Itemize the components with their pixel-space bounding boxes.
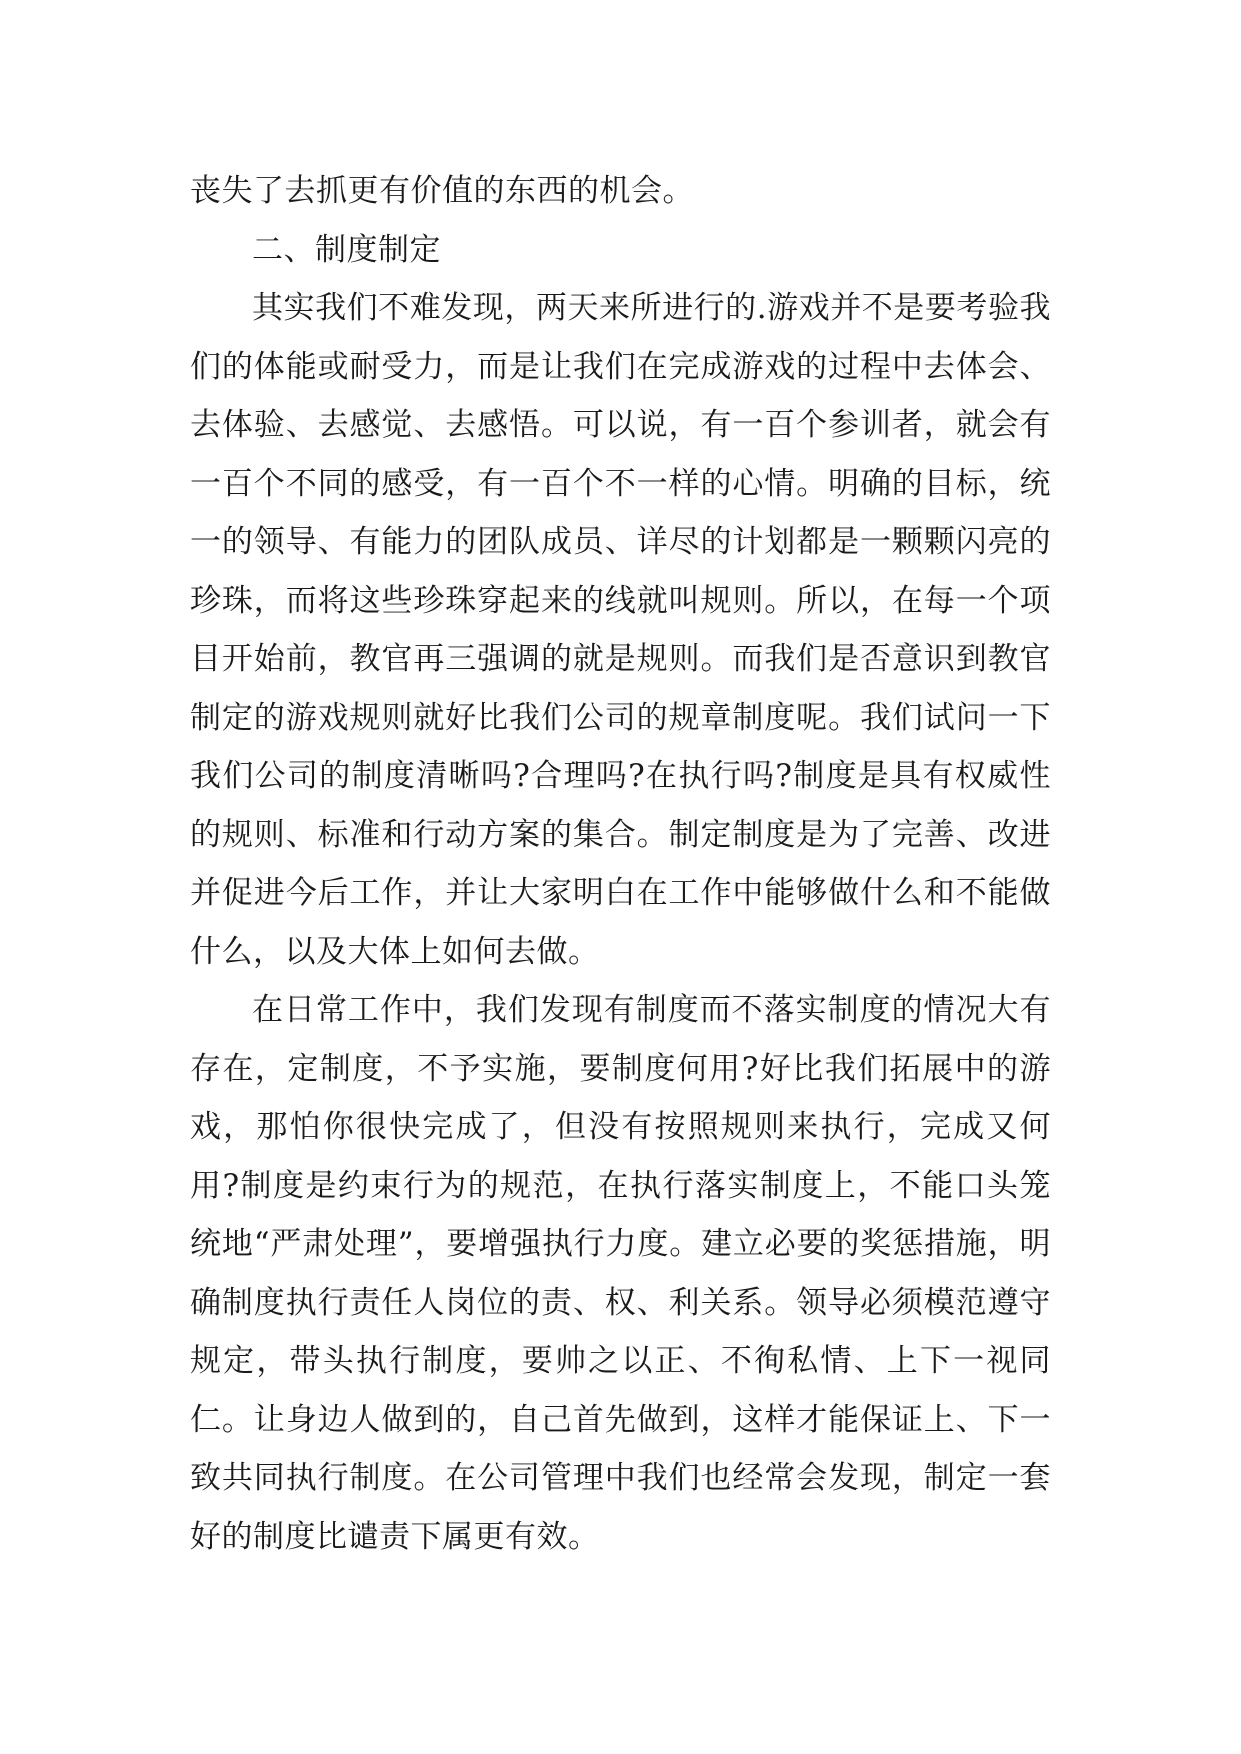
document-body	[190, 162, 1051, 1566]
paragraph: 在日常工作中，我们发现有制度而不落实制度的情况大有存在，定制度，不予实施，要制度何用?好比我们拓展中的游戏，那怕你很快完成了，但没有按照规则来执行，完成又何用?制度是约束行为的规范，在执行落实制度上，不能口头笼统地“严肃处理”，要增强执行力度。建立必要的奖惩措施，明确制度执行责任人岗位的责、权、利关系。领导必须模范遵守规定，带头执行制度，要帅之以正、不徇私情、上下一视同仁。让身边人做到的，自己首先做到，这样才能保证上、下一致共同执行制度。在公司管理中我们也经常会发现，制定一套好的制度比谴责下属更有效。	[190, 992, 1051, 1555]
paragraph-continuation: 丧失了去抓更有价值的东西的机会。	[190, 173, 694, 209]
section-heading: 二、制度制定	[252, 231, 441, 268]
paragraph: 其实我们不难发现，两天来所进行的.游戏并不是要考验我们的体能或耐受力，而是让我们在完成游戏的过程中去体会、去体验、去感觉、去感悟。可以说，有一百个参训者，就会有一百个不同的感受，有一百个不一样的心情。明确的目标，统一的领导、有能力的团队成员、详尽的计划都是一颗颗闪亮的珍珠，而将这些珍珠穿起来的线就叫规则。所以，在每一个项目开始前，教官再三强调的就是规则。而我们是否意识到教官制定的游戏规则就好比我们公司的规章制度呢。我们试问一下我们公司的制度清晰吗?合理吗?在执行吗?制度是具有权威性的规则、标准和行动方案的集合。制定制度是为了完善、改进并促进今后工作，并让大家明白在工作中能够做什么和不能做什么，以及大体上如何去做。	[190, 290, 1051, 970]
